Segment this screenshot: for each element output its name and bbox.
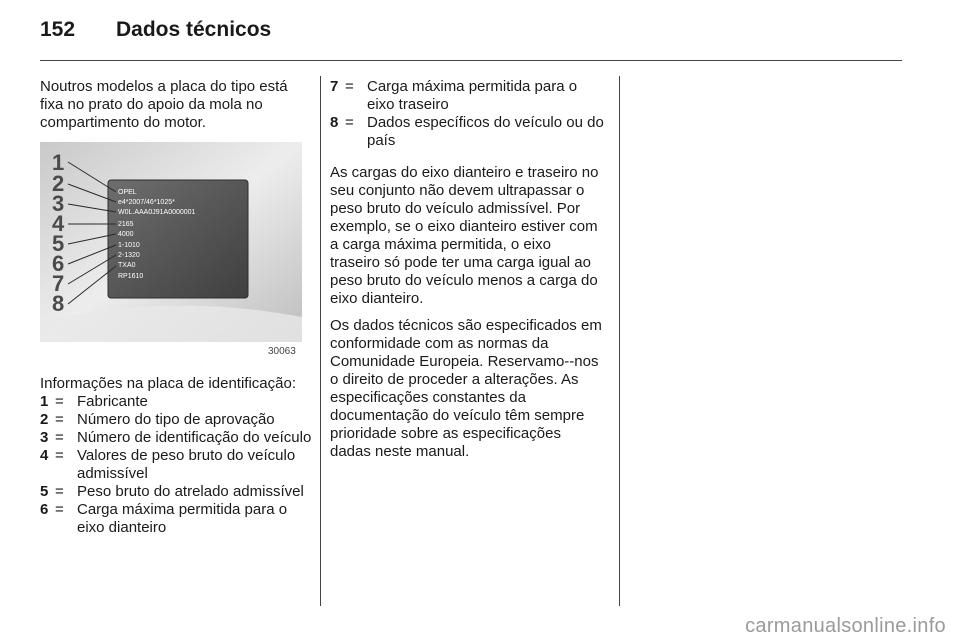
legend-list-left	[40, 393, 312, 537]
info-heading: Informações na placa de identificação:	[40, 375, 296, 392]
page-header	[40, 18, 271, 42]
list-item: 8 = Dados específicos do veículo ou do país	[330, 114, 604, 149]
column-divider-1	[320, 76, 321, 606]
callout-3: 3	[52, 191, 65, 216]
left-column	[40, 78, 312, 537]
column-divider-2	[619, 76, 620, 606]
list-item: 4 = Valores de peso bruto do veículo admissível	[40, 447, 296, 482]
callout-6: 6	[52, 251, 65, 276]
callout-1: 1	[52, 150, 65, 175]
callout-4: 4	[52, 211, 65, 236]
type-plate-photo	[40, 142, 302, 357]
axle-load-paragraph: As cargas do eixo dianteiro e traseiro no seu conjunto não devem ultrapassar o peso bruto do veículo admissível. Por exemplo, se o eixo dianteiro estiver com a carga máxima permitida, o eixo traseiro só pode ter uma carga igual ao peso bruto do veículo menos a carga do eixo dianteiro.	[330, 164, 599, 307]
type-plate-figure	[40, 142, 302, 357]
plate-line-3: W0L.AAA0J91A0000001	[118, 209, 196, 216]
plate-line-5: 4000	[118, 231, 134, 238]
plate-line-8: TXA0	[118, 262, 136, 269]
technical-data-paragraph: Os dados técnicos são especificados em conformidade com as normas da Comunidade Europeia. Reservamo--nos o direito de proceder a alterações. As especificações constantes da documentação do veículo têm sempre prioridade sobre as especificações dadas neste manual.	[330, 317, 602, 460]
plate-line-7: 2-1320	[118, 252, 140, 259]
callout-7: 7	[52, 271, 65, 296]
intro-paragraph: Noutros modelos a placa do tipo está fixa no prato do apoio da mola no compartimento do motor.	[40, 78, 288, 131]
list-item: 3 = Número de identificação do veículo	[40, 429, 312, 446]
plate-line-2: e4*2007/46*1025*	[118, 199, 175, 206]
callout-5: 5	[52, 231, 65, 256]
list-item: 1 = Fabricante	[40, 393, 148, 410]
callout-2: 2	[52, 171, 65, 196]
page-title: Dados técnicos	[116, 18, 272, 41]
plate-line-1: OPEL	[118, 189, 137, 196]
plate-line-9: RP1610	[118, 273, 144, 280]
header-rule	[40, 60, 902, 61]
middle-column	[330, 78, 604, 461]
page-number: 152	[40, 18, 76, 41]
watermark: carmanualsonline.info	[745, 615, 946, 637]
figure-number: 30063	[268, 346, 296, 357]
list-item: 5 = Peso bruto do atrelado admissível	[40, 483, 304, 500]
list-item: 6 = Carga máxima permitida para o eixo dianteiro	[40, 501, 288, 536]
callout-8: 8	[52, 291, 65, 316]
plate-line-4: 2165	[118, 221, 134, 228]
legend-list-right	[330, 78, 604, 150]
list-item: 7 = Carga máxima permitida para o eixo traseiro	[330, 78, 578, 113]
plate-line-6: 1-1010	[118, 242, 140, 249]
list-item: 2 = Número do tipo de aprovação	[40, 411, 275, 428]
